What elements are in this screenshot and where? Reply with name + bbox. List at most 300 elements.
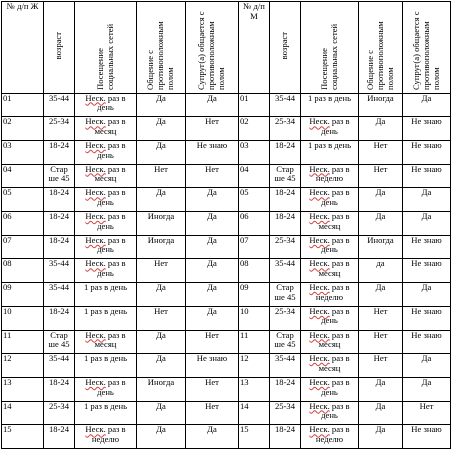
- cell-left-social: [75, 377, 137, 401]
- cell-left-age: [44, 425, 75, 449]
- cell-left-age-text: 18-24: [48, 424, 70, 435]
- cell-right-communication-text: да: [376, 258, 385, 269]
- cell-left-communication: [137, 425, 186, 449]
- cell-right-age-text: 35-44: [274, 353, 296, 364]
- cell-right-number-text: 13: [240, 377, 249, 387]
- cell-right-spouse: [403, 117, 451, 141]
- cell-right-spouse: [403, 212, 451, 236]
- cell-left-spouse: [186, 401, 239, 425]
- header-right-spouse: Супруг(а) общается с противоположным полом: [403, 2, 451, 94]
- cell-right-number: [239, 377, 270, 401]
- survey-table: [1, 1, 451, 449]
- cell-right-communication: [359, 212, 403, 236]
- cell-right-social: [301, 212, 359, 236]
- cell-right-spouse-text: Не знаю: [411, 140, 442, 150]
- cell-right-social-text: Неск. раз в неделю: [309, 424, 350, 444]
- cell-left-social: [75, 425, 137, 449]
- cell-right-number-text: 14: [240, 401, 249, 411]
- cell-right-spouse-text: Да: [421, 377, 432, 387]
- cell-left-number: [2, 330, 44, 354]
- cell-left-social-text: Неск. раз в день: [85, 187, 126, 207]
- cell-right-age-text: 25-34: [274, 116, 296, 127]
- cell-left-age-text: 18-24: [48, 306, 70, 316]
- cell-right-communication: [359, 401, 403, 425]
- cell-right-social: [301, 93, 359, 117]
- table-row: [2, 141, 451, 165]
- cell-left-spouse-text: Нет: [205, 377, 219, 387]
- cell-left-spouse: [186, 212, 239, 236]
- cell-right-social: [301, 425, 359, 449]
- cell-left-spouse-text: Да: [207, 424, 217, 435]
- header-left-age: возраст: [44, 2, 75, 94]
- cell-left-number-text: 13: [3, 377, 12, 387]
- cell-right-social-text: Неск. раз в день: [309, 116, 350, 136]
- cell-right-age-text: Стар ше 45: [274, 330, 296, 350]
- cell-left-spouse: [186, 188, 239, 212]
- cell-left-spouse-text: Нет: [205, 401, 219, 411]
- header-left-social: Посещение социальных сетей: [75, 2, 137, 94]
- table-row: [2, 425, 451, 449]
- cell-right-communication-text: Да: [375, 187, 386, 198]
- cell-left-communication: [137, 377, 186, 401]
- cell-right-social-text: Неск. раз в месяц: [309, 353, 350, 373]
- cell-right-spouse: [403, 283, 451, 307]
- cell-left-number: [2, 259, 44, 283]
- cell-left-age-text: 18-24: [48, 235, 70, 245]
- cell-left-age-text: Стар ше 45: [48, 330, 70, 350]
- cell-left-spouse-text: Не знаю: [196, 353, 228, 364]
- cell-left-social: [75, 141, 137, 165]
- cell-left-age: [44, 93, 75, 117]
- cell-right-number-text: 06: [240, 211, 249, 222]
- cell-left-number: [2, 401, 44, 425]
- cell-right-spouse-text: Не знаю: [411, 306, 442, 316]
- cell-right-age-text: 25-34: [274, 401, 296, 411]
- cell-right-number: [239, 141, 270, 165]
- cell-right-number-text: 10: [240, 306, 249, 316]
- cell-left-number-text: 06: [3, 211, 12, 222]
- cell-left-age-text: 18-24: [48, 140, 70, 150]
- table-row: [2, 354, 451, 378]
- cell-left-spouse-text: Да: [207, 235, 217, 245]
- cell-right-social-text: 1 раз в день: [307, 140, 351, 150]
- cell-right-age: [270, 306, 301, 330]
- cell-right-spouse-text: Не знаю: [411, 235, 442, 245]
- cell-left-communication: [137, 164, 186, 188]
- cell-left-spouse: [186, 93, 239, 117]
- cell-left-social: [75, 212, 137, 236]
- cell-left-social-text: Неск. раз в неделю: [85, 424, 126, 444]
- cell-right-spouse-text: Не знаю: [411, 116, 442, 127]
- cell-left-number: [2, 141, 44, 165]
- cell-left-communication-text: Да: [156, 187, 166, 198]
- cell-left-communication-text: Нет: [154, 258, 168, 269]
- cell-right-social: [301, 306, 359, 330]
- cell-right-social: [301, 354, 359, 378]
- cell-right-age: [270, 235, 301, 259]
- cell-left-spouse: [186, 425, 239, 449]
- cell-left-spouse: [186, 259, 239, 283]
- cell-left-spouse-text: Нет: [205, 330, 219, 340]
- cell-left-social-text: 1 раз в день: [83, 306, 127, 316]
- cell-left-social: [75, 235, 137, 259]
- cell-left-number-text: 12: [3, 353, 12, 364]
- cell-right-number-text: 11: [240, 330, 249, 340]
- table-row: [2, 259, 451, 283]
- cell-right-spouse: [403, 93, 451, 117]
- cell-right-spouse: [403, 377, 451, 401]
- cell-left-spouse-text: Да: [207, 187, 217, 198]
- cell-right-spouse-text: Не знаю: [411, 330, 442, 340]
- cell-left-communication-text: Да: [156, 424, 166, 435]
- cell-right-spouse: [403, 259, 451, 283]
- cell-left-age-text: 35-44: [48, 93, 70, 103]
- cell-left-social-text: Неск. раз в месяц: [85, 330, 126, 350]
- cell-right-number: [239, 306, 270, 330]
- cell-right-spouse: [403, 188, 451, 212]
- cell-right-number: [239, 212, 270, 236]
- cell-left-social-text: Неск. раз в месяц: [85, 116, 126, 136]
- cell-left-number: [2, 306, 44, 330]
- cell-left-social: [75, 164, 137, 188]
- cell-left-age-text: 25-34: [48, 401, 70, 411]
- cell-left-social-text: Неск. раз в день: [85, 377, 126, 397]
- cell-right-number: [239, 188, 270, 212]
- cell-left-social: [75, 117, 137, 141]
- cell-right-communication-text: Да: [375, 424, 386, 435]
- cell-right-age-text: 25-34: [274, 235, 296, 245]
- cell-left-social-text: Неск. раз в месяц: [85, 164, 126, 184]
- cell-right-communication: [359, 188, 403, 212]
- cell-right-communication-text: Да: [375, 377, 386, 387]
- cell-right-number-text: 01: [240, 93, 249, 103]
- cell-right-age: [270, 283, 301, 307]
- cell-right-social-text: Неск. раз в день: [309, 401, 350, 421]
- cell-left-spouse: [186, 283, 239, 307]
- table-row: [2, 235, 451, 259]
- cell-right-spouse-text: Да: [421, 187, 432, 198]
- cell-right-number-text: 02: [240, 116, 249, 127]
- cell-left-spouse-text: Нет: [205, 164, 219, 174]
- cell-left-social: [75, 259, 137, 283]
- cell-right-social-text: Неск. раз в день: [309, 235, 350, 255]
- cell-right-social-text: Неск. раз в месяц: [309, 211, 350, 231]
- cell-right-communication-text: Иногда: [367, 93, 394, 103]
- cell-right-communication-text: Да: [375, 116, 386, 127]
- cell-right-number: [239, 401, 270, 425]
- cell-right-spouse-text: Да: [421, 211, 432, 222]
- cell-left-social: [75, 306, 137, 330]
- cell-right-spouse-text: Не знаю: [411, 424, 442, 435]
- cell-left-age: [44, 141, 75, 165]
- cell-right-spouse-text: Да: [421, 282, 432, 293]
- cell-right-spouse-text: Нет: [419, 401, 434, 411]
- cell-left-spouse-text: Да: [207, 282, 217, 293]
- cell-right-communication-text: Да: [375, 282, 386, 293]
- cell-right-social: [301, 330, 359, 354]
- cell-right-age-text: 25-34: [274, 306, 296, 316]
- table-row: [2, 164, 451, 188]
- cell-left-number: [2, 377, 44, 401]
- cell-left-social: [75, 188, 137, 212]
- cell-left-number: [2, 93, 44, 117]
- cell-right-social-text: Неск. раз в месяц: [309, 258, 350, 279]
- cell-right-age: [270, 354, 301, 378]
- cell-left-spouse-text: Да: [207, 258, 217, 269]
- cell-right-social: [301, 259, 359, 283]
- header-right-social: Посещение социальных сетей: [301, 2, 359, 94]
- cell-left-social: [75, 93, 137, 117]
- cell-right-age: [270, 141, 301, 165]
- cell-right-communication-text: Да: [375, 211, 386, 222]
- header-right-communication: Общение с противоположным полом: [359, 2, 403, 94]
- cell-left-communication: [137, 354, 186, 378]
- cell-right-communication-text: Нет: [373, 306, 388, 316]
- cell-right-communication: [359, 354, 403, 378]
- cell-right-social: [301, 401, 359, 425]
- cell-left-number: [2, 425, 44, 449]
- cell-left-communication: [137, 212, 186, 236]
- cell-right-number: [239, 93, 270, 117]
- cell-left-age-text: 35-44: [48, 258, 70, 269]
- cell-right-communication: [359, 259, 403, 283]
- cell-left-age: [44, 117, 75, 141]
- cell-right-age-text: 18-24: [274, 211, 296, 222]
- cell-left-communication-text: Нет: [154, 164, 168, 174]
- header-row: [2, 2, 451, 94]
- cell-right-number: [239, 330, 270, 354]
- cell-right-number: [239, 164, 270, 188]
- cell-left-age-text: 35-44: [48, 353, 70, 364]
- cell-left-age: [44, 212, 75, 236]
- cell-right-age-text: 18-24: [274, 424, 296, 435]
- cell-left-social-text: Неск. раз в день: [85, 258, 126, 279]
- cell-left-age-text: 18-24: [48, 377, 70, 387]
- cell-left-number: [2, 354, 44, 378]
- cell-left-number-text: 03: [3, 140, 12, 150]
- table-row: [2, 401, 451, 425]
- cell-left-age: [44, 259, 75, 283]
- cell-right-age-text: 35-44: [274, 93, 296, 103]
- cell-left-age: [44, 354, 75, 378]
- cell-right-age-text: 18-24: [274, 377, 296, 387]
- cell-right-spouse-text: Не знаю: [411, 164, 442, 174]
- cell-left-spouse: [186, 117, 239, 141]
- cell-left-communication: [137, 330, 186, 354]
- cell-right-communication: [359, 330, 403, 354]
- cell-right-social: [301, 283, 359, 307]
- cell-right-number: [239, 283, 270, 307]
- cell-left-social-text: 1 раз в день: [83, 353, 127, 364]
- cell-right-social-text: Неск. раз в день: [309, 306, 350, 326]
- cell-left-social: [75, 401, 137, 425]
- cell-left-number: [2, 188, 44, 212]
- cell-left-communication-text: Да: [156, 140, 166, 150]
- cell-left-number-text: 01: [3, 93, 12, 103]
- header-left-spouse: Супруг(а) общается с противоположным полом: [186, 2, 239, 94]
- cell-right-number-text: 07: [240, 235, 249, 245]
- cell-right-communication-text: Нет: [373, 353, 388, 364]
- cell-left-number: [2, 235, 44, 259]
- cell-right-communication: [359, 93, 403, 117]
- cell-left-number: [2, 212, 44, 236]
- cell-left-spouse: [186, 306, 239, 330]
- cell-left-communication: [137, 117, 186, 141]
- cell-left-social-text: 1 раз в день: [83, 282, 127, 293]
- cell-right-number: [239, 235, 270, 259]
- cell-right-communication: [359, 377, 403, 401]
- cell-right-spouse: [403, 141, 451, 165]
- cell-right-spouse: [403, 306, 451, 330]
- cell-left-number-text: 02: [3, 116, 12, 127]
- cell-left-spouse: [186, 330, 239, 354]
- cell-left-communication: [137, 188, 186, 212]
- cell-right-age: [270, 188, 301, 212]
- cell-left-number-text: 04: [3, 164, 12, 174]
- cell-left-spouse: [186, 354, 239, 378]
- cell-left-communication: [137, 306, 186, 330]
- cell-right-number-text: 03: [240, 140, 249, 150]
- cell-right-age: [270, 93, 301, 117]
- cell-right-age-text: 18-24: [274, 140, 296, 150]
- cell-right-age: [270, 425, 301, 449]
- cell-right-spouse: [403, 401, 451, 425]
- cell-left-age: [44, 377, 75, 401]
- cell-left-social: [75, 354, 137, 378]
- cell-right-social-text: Неск. раз в месяц: [309, 330, 350, 350]
- cell-left-age: [44, 283, 75, 307]
- cell-left-age: [44, 235, 75, 259]
- cell-right-communication: [359, 283, 403, 307]
- cell-left-communication-text: Да: [156, 93, 166, 103]
- cell-left-number-text: 15: [3, 424, 12, 435]
- cell-right-age: [270, 117, 301, 141]
- cell-right-social-text: Неск. раз в неделю: [309, 282, 350, 302]
- cell-left-social: [75, 283, 137, 307]
- table-row: [2, 212, 451, 236]
- cell-left-communication-text: Нет: [154, 306, 168, 316]
- header-right-age: возраст: [270, 2, 301, 94]
- cell-right-number: [239, 117, 270, 141]
- header-left-number: № д/п Ж: [2, 2, 44, 94]
- cell-left-spouse-text: Не знаю: [196, 140, 228, 150]
- cell-left-social-text: Неск. раз в день: [85, 235, 126, 255]
- cell-right-age: [270, 377, 301, 401]
- cell-left-social: [75, 330, 137, 354]
- cell-right-social-text: 1 раз в день: [307, 93, 351, 103]
- cell-right-number-text: 09: [240, 282, 249, 293]
- cell-left-spouse-text: Да: [207, 211, 217, 222]
- cell-right-age-text: 35-44: [274, 258, 296, 269]
- cell-left-number: [2, 283, 44, 307]
- cell-right-number-text: 12: [240, 353, 249, 364]
- cell-left-number-text: 11: [3, 330, 12, 340]
- cell-left-communication-text: Да: [156, 282, 166, 293]
- cell-left-age-text: 25-34: [48, 116, 70, 127]
- cell-right-spouse-text: Не знаю: [411, 258, 442, 269]
- cell-left-spouse: [186, 141, 239, 165]
- cell-right-spouse-text: Да: [421, 93, 432, 103]
- cell-left-age: [44, 306, 75, 330]
- cell-right-social: [301, 235, 359, 259]
- cell-right-social: [301, 164, 359, 188]
- cell-right-social-text: Неск. раз в день: [309, 377, 350, 397]
- cell-right-social-text: Неск. раз в день: [309, 187, 350, 207]
- header-right-number: № д/п М: [239, 2, 270, 94]
- cell-right-number: [239, 259, 270, 283]
- cell-right-social: [301, 188, 359, 212]
- cell-left-age: [44, 401, 75, 425]
- cell-right-number: [239, 425, 270, 449]
- cell-left-social-text: 1 раз в день: [83, 401, 127, 411]
- cell-right-age: [270, 330, 301, 354]
- cell-right-age: [270, 259, 301, 283]
- table-row: [2, 117, 451, 141]
- table-row: [2, 330, 451, 354]
- cell-left-communication: [137, 283, 186, 307]
- header-left-communication: Общение с противоположным полом: [137, 2, 186, 94]
- cell-right-communication: [359, 235, 403, 259]
- cell-right-number-text: 05: [240, 187, 249, 198]
- cell-right-communication-text: Нет: [373, 140, 388, 150]
- cell-left-communication: [137, 401, 186, 425]
- cell-left-communication-text: Да: [156, 116, 166, 127]
- cell-right-communication: [359, 164, 403, 188]
- cell-right-communication: [359, 141, 403, 165]
- cell-right-communication: [359, 425, 403, 449]
- cell-left-age-text: 35-44: [48, 282, 70, 293]
- cell-right-communication-text: Нет: [373, 330, 388, 340]
- cell-left-number-text: 09: [3, 282, 12, 293]
- cell-left-spouse: [186, 377, 239, 401]
- cell-left-communication: [137, 259, 186, 283]
- cell-left-communication-text: Иногда: [147, 211, 175, 222]
- cell-right-age-text: Стар ше 45: [274, 164, 296, 184]
- cell-right-number-text: 08: [240, 258, 249, 269]
- cell-left-spouse-text: Нет: [205, 116, 219, 127]
- cell-left-social-text: Неск. раз в день: [85, 211, 126, 231]
- cell-left-number-text: 10: [3, 306, 12, 316]
- cell-right-communication: [359, 306, 403, 330]
- cell-left-number-text: 07: [3, 235, 12, 245]
- table-row: [2, 283, 451, 307]
- cell-left-number: [2, 117, 44, 141]
- cell-left-age-text: 18-24: [48, 187, 70, 198]
- cell-left-spouse: [186, 164, 239, 188]
- cell-right-social: [301, 141, 359, 165]
- table-row: [2, 188, 451, 212]
- cell-right-spouse: [403, 354, 451, 378]
- cell-left-age-text: Стар ше 45: [48, 164, 70, 184]
- cell-left-number-text: 05: [3, 187, 12, 198]
- cell-right-number-text: 04: [240, 164, 249, 174]
- cell-right-age-text: Стар ше 45: [274, 282, 296, 302]
- cell-left-number-text: 14: [3, 401, 12, 411]
- cell-right-age: [270, 401, 301, 425]
- cell-right-communication-text: Да: [375, 401, 386, 411]
- cell-left-social-text: Неск. раз в день: [85, 93, 126, 113]
- cell-left-communication: [137, 235, 186, 259]
- cell-left-communication: [137, 141, 186, 165]
- cell-right-number: [239, 354, 270, 378]
- cell-left-spouse-text: Да: [207, 93, 217, 103]
- table-body: [2, 93, 451, 448]
- cell-left-age: [44, 330, 75, 354]
- cell-right-spouse: [403, 235, 451, 259]
- cell-right-social: [301, 377, 359, 401]
- table-row: [2, 377, 451, 401]
- cell-left-communication-text: Иногда: [147, 377, 175, 387]
